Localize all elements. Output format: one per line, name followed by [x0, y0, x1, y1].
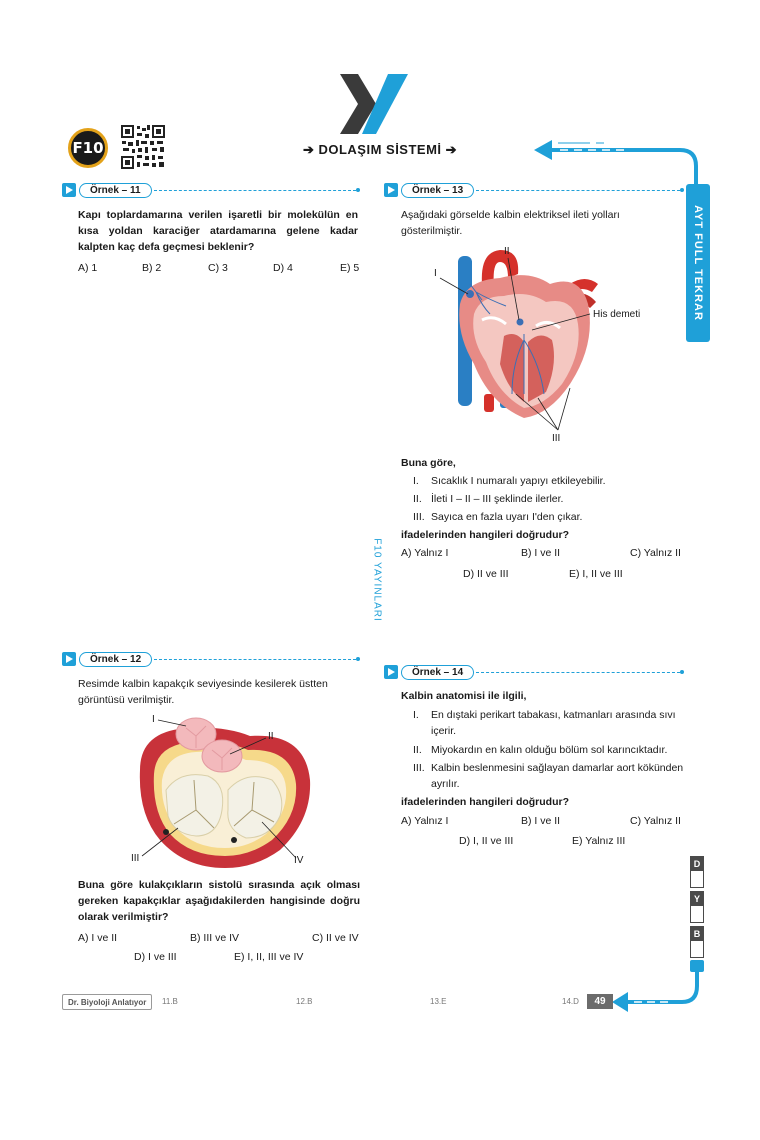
figure-label-iii: III	[131, 853, 140, 864]
option-e[interactable]: E) I, II ve III	[569, 568, 623, 580]
play-icon	[62, 652, 76, 666]
divider-dot	[680, 188, 684, 192]
question-text: Kapı toplardamarına verilen işaretli bir molekülün en kısa yoldan karaciğer atardamarına gelene kadar kalpten kaç defa geçmesi beklenir?	[78, 209, 358, 253]
checkbox-y[interactable]: Y	[690, 891, 704, 925]
divider-dot	[680, 670, 684, 674]
heart-conduction-figure	[420, 244, 680, 444]
publisher-vertical-mark: F10 YAYINLARI	[371, 538, 383, 622]
play-icon	[384, 183, 398, 197]
arrow-left-icon: ➔	[441, 142, 458, 157]
question-text: ifadelerinden hangileri doğrudur?	[401, 796, 570, 808]
unit-title: ➔ DOLAŞIM SİSTEMİ ➔	[302, 142, 458, 157]
play-icon	[384, 665, 398, 679]
option-e[interactable]: E) 5	[340, 262, 360, 274]
option-d[interactable]: D) I, II ve III	[459, 835, 514, 847]
options-block	[78, 932, 362, 968]
author-label: Dr. Biyoloji Anlatıyor	[62, 994, 152, 1010]
play-icon	[62, 183, 76, 197]
option-c[interactable]: C) Yalnız II	[630, 815, 681, 827]
statement-ii: II. Miyokardın en kalın olduğu bölüm sol karıncıktadır.	[413, 744, 668, 756]
publisher-logo	[336, 72, 412, 136]
example-label: Örnek – 11	[79, 183, 152, 198]
option-a[interactable]: A) 1	[78, 262, 98, 274]
figure-label-iv: IV	[294, 855, 304, 866]
figure-label-his-bundle: His demeti	[593, 309, 641, 320]
figure-label-iii: III	[552, 433, 561, 444]
option-c[interactable]: C) II ve IV	[312, 932, 359, 944]
example-label: Örnek – 13	[401, 183, 474, 198]
dashed-divider	[476, 190, 680, 191]
intro-text: Aşağıdaki görselde kalbin elektriksel ileti yolları gösterilmiştir.	[401, 209, 620, 237]
option-b[interactable]: B) I ve II	[521, 547, 561, 559]
example-14-header	[384, 664, 684, 680]
option-d[interactable]: D) 4	[273, 262, 293, 274]
brand-badge: F10	[68, 128, 108, 168]
figure-label-ii: II	[268, 731, 274, 742]
question-text: ifadelerinden hangileri doğrudur?	[401, 529, 570, 541]
checkbox-d[interactable]: D	[690, 856, 704, 890]
statement-i: I. En dıştaki perikart tabakası, katmanları arasında sıvı içerir.	[413, 709, 676, 737]
dashed-divider	[154, 190, 356, 191]
statement-ii: II. İleti I – II – III şeklinde ilerler.	[413, 493, 564, 505]
page-number: 49	[587, 994, 613, 1009]
heart-valves-figure	[130, 710, 320, 870]
answer-key-11: 11.B	[162, 997, 178, 1006]
option-a[interactable]: A) I ve II	[78, 932, 118, 944]
option-e[interactable]: E) I, II, III ve IV	[234, 951, 304, 963]
figure-label-i: I	[152, 714, 155, 725]
answer-key-14: 14.D	[562, 997, 579, 1006]
example-label: Örnek – 12	[79, 652, 152, 667]
figure-label-ii: II	[504, 246, 510, 257]
option-b[interactable]: B) 2	[142, 262, 162, 274]
dashed-divider	[154, 659, 356, 660]
statement-iii: III. Sayıca en fazla uyarı I'den çıkar.	[413, 511, 583, 523]
example-11-header	[62, 182, 360, 198]
example-label: Örnek – 14	[401, 665, 474, 680]
option-c[interactable]: C) 3	[208, 262, 228, 274]
figure-label-i: I	[434, 268, 437, 279]
statement-i: I. Sıcaklık I numaralı yapıyı etkileyebilir.	[413, 475, 606, 487]
option-a[interactable]: A) Yalnız I	[401, 815, 449, 827]
intro-text: Resimde kalbin kapakçık seviyesinde kesilerek üstten görüntüsü verilmiştir.	[78, 678, 328, 706]
bottom-arrow-graphic	[610, 958, 710, 1018]
options-block	[401, 547, 685, 583]
question-text: Buna göre kulakçıkların sistolü sırasında açık olması gereken kapakçıklar aşağıdakilerden hangisinde doğru olarak verilmiştir?	[78, 879, 360, 923]
arrow-right-icon: ➔	[302, 142, 319, 157]
answer-key-13: 13.E	[430, 997, 447, 1006]
example-13-header	[384, 182, 684, 198]
checkbox-b[interactable]: B	[690, 926, 704, 960]
options-block	[401, 815, 685, 851]
option-c[interactable]: C) Yalnız II	[630, 547, 681, 559]
qr-code[interactable]	[120, 124, 166, 170]
option-e[interactable]: E) Yalnız III	[572, 835, 626, 847]
lead-text: Buna göre,	[401, 457, 456, 469]
dashed-divider	[476, 672, 680, 673]
option-a[interactable]: A) Yalnız I	[401, 547, 449, 559]
answer-key-12: 12.B	[296, 997, 313, 1006]
divider-dot	[356, 188, 360, 192]
divider-dot	[356, 657, 360, 661]
option-d[interactable]: D) II ve III	[463, 568, 509, 580]
side-tab: AYT FULL TEKRAR	[686, 184, 710, 342]
option-d[interactable]: D) I ve III	[134, 951, 177, 963]
options-row	[78, 262, 360, 276]
option-b[interactable]: B) I ve II	[521, 815, 561, 827]
statement-iii: III. Kalbin beslenmesini sağlayan damarlar aort kökünden ayrılır.	[413, 762, 684, 790]
option-b[interactable]: B) III ve IV	[190, 932, 240, 944]
lead-text: Kalbin anatomisi ile ilgili,	[401, 690, 527, 702]
example-12-header	[62, 651, 360, 667]
